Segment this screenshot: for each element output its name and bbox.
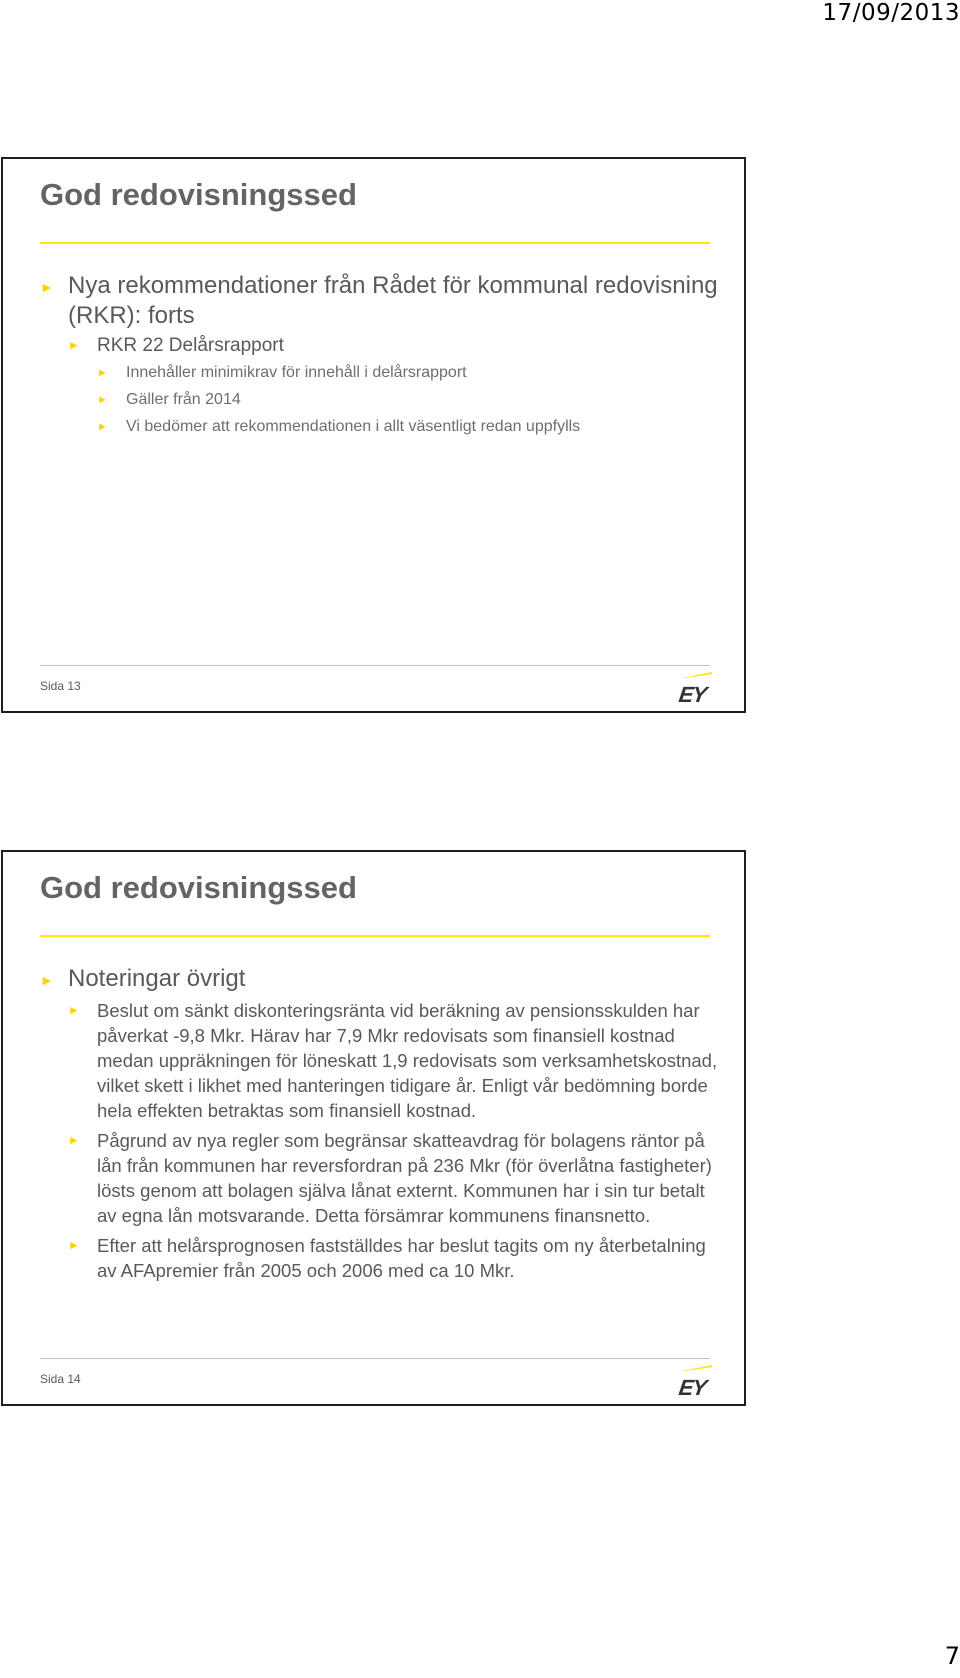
bullet-level3 — [97, 359, 720, 386]
ey-logo: EY — [677, 1375, 708, 1400]
arrow-bullet-icon: ► — [68, 1133, 80, 1147]
title-divider — [40, 935, 710, 937]
slide-14 — [1, 850, 746, 1406]
page-number: 7 — [944, 1642, 960, 1670]
bullet-level1 — [40, 271, 720, 440]
arrow-bullet-icon: ► — [97, 367, 108, 379]
slide-number-label: Sida 13 — [40, 679, 81, 693]
arrow-bullet-icon: ► — [68, 1238, 80, 1252]
bullet-text: Vi bedömer att rekommendationen i allt väsentligt redan uppfylls — [126, 418, 581, 435]
arrow-bullet-icon: ► — [97, 394, 108, 406]
bullet-text: Efter att helårsprognosen fastställdes har beslut tagits om ny återbetalning av AFApremier från 2005 och 2006 med ca 10 Mkr. — [97, 1235, 706, 1281]
ey-logo: EY — [677, 682, 708, 707]
arrow-bullet-icon: ► — [40, 972, 54, 988]
bullet-level3 — [97, 413, 720, 440]
arrow-bullet-icon: ► — [40, 279, 54, 295]
footer-divider — [40, 665, 710, 666]
arrow-bullet-icon: ► — [68, 1003, 80, 1017]
slide-title: God redovisningssed — [40, 177, 357, 212]
page-date: 17/09/2013 — [822, 0, 960, 26]
slide-content — [40, 271, 720, 442]
ey-logo-beam-icon — [682, 672, 712, 678]
bullet-level2 — [68, 1128, 720, 1228]
slide-content — [40, 964, 720, 1288]
bullet-text: Beslut om sänkt diskonteringsränta vid beräkning av pensionsskulden har påverkat -9,8 Mkr. Härav har 7,9 Mkr redovisats som finansiell kostnad medan uppräkningen för löneskatt 1,9 redovisats som verksamhetskostnad, vilket skett i likhet med hanteringen tidigare år. Enligt vår bedömning borde hela effekten betraktas som finansiell kostnad. — [97, 1000, 718, 1121]
slide-number-label: Sida 14 — [40, 1372, 81, 1386]
ey-logo-beam-icon — [682, 1365, 712, 1371]
slide-title: God redovisningssed — [40, 870, 357, 905]
bullet-text: Innehåller minimikrav för innehåll i delårsrapport — [126, 364, 467, 381]
bullet-level2 — [68, 1233, 720, 1283]
bullet-level1 — [40, 964, 720, 1283]
bullet-level3 — [97, 386, 720, 413]
arrow-bullet-icon: ► — [97, 421, 108, 433]
slide-13 — [1, 157, 746, 713]
bullet-text: Nya rekommendationer från Rådet för kommunal redovisning (RKR): forts — [68, 272, 718, 329]
bullet-level2 — [68, 998, 720, 1123]
bullet-level2 — [68, 333, 720, 440]
bullet-text: Noteringar övrigt — [68, 965, 246, 992]
bullet-text: RKR 22 Delårsrapport — [97, 335, 284, 356]
footer-divider — [40, 1358, 710, 1359]
bullet-text: Pågrund av nya regler som begränsar skatteavdrag för bolagens räntor på lån från kommunen har reversfordran på 236 Mkr (för överlåtna fastigheter) lösts genom att bolagen själva lånat externt. Kommunen har i sin tur betalt av egna lån motsvarande. Detta försämrar kommunens finansnetto. — [97, 1130, 712, 1226]
bullet-text: Gäller från 2014 — [126, 391, 241, 408]
arrow-bullet-icon: ► — [68, 338, 80, 352]
title-divider — [40, 242, 710, 244]
